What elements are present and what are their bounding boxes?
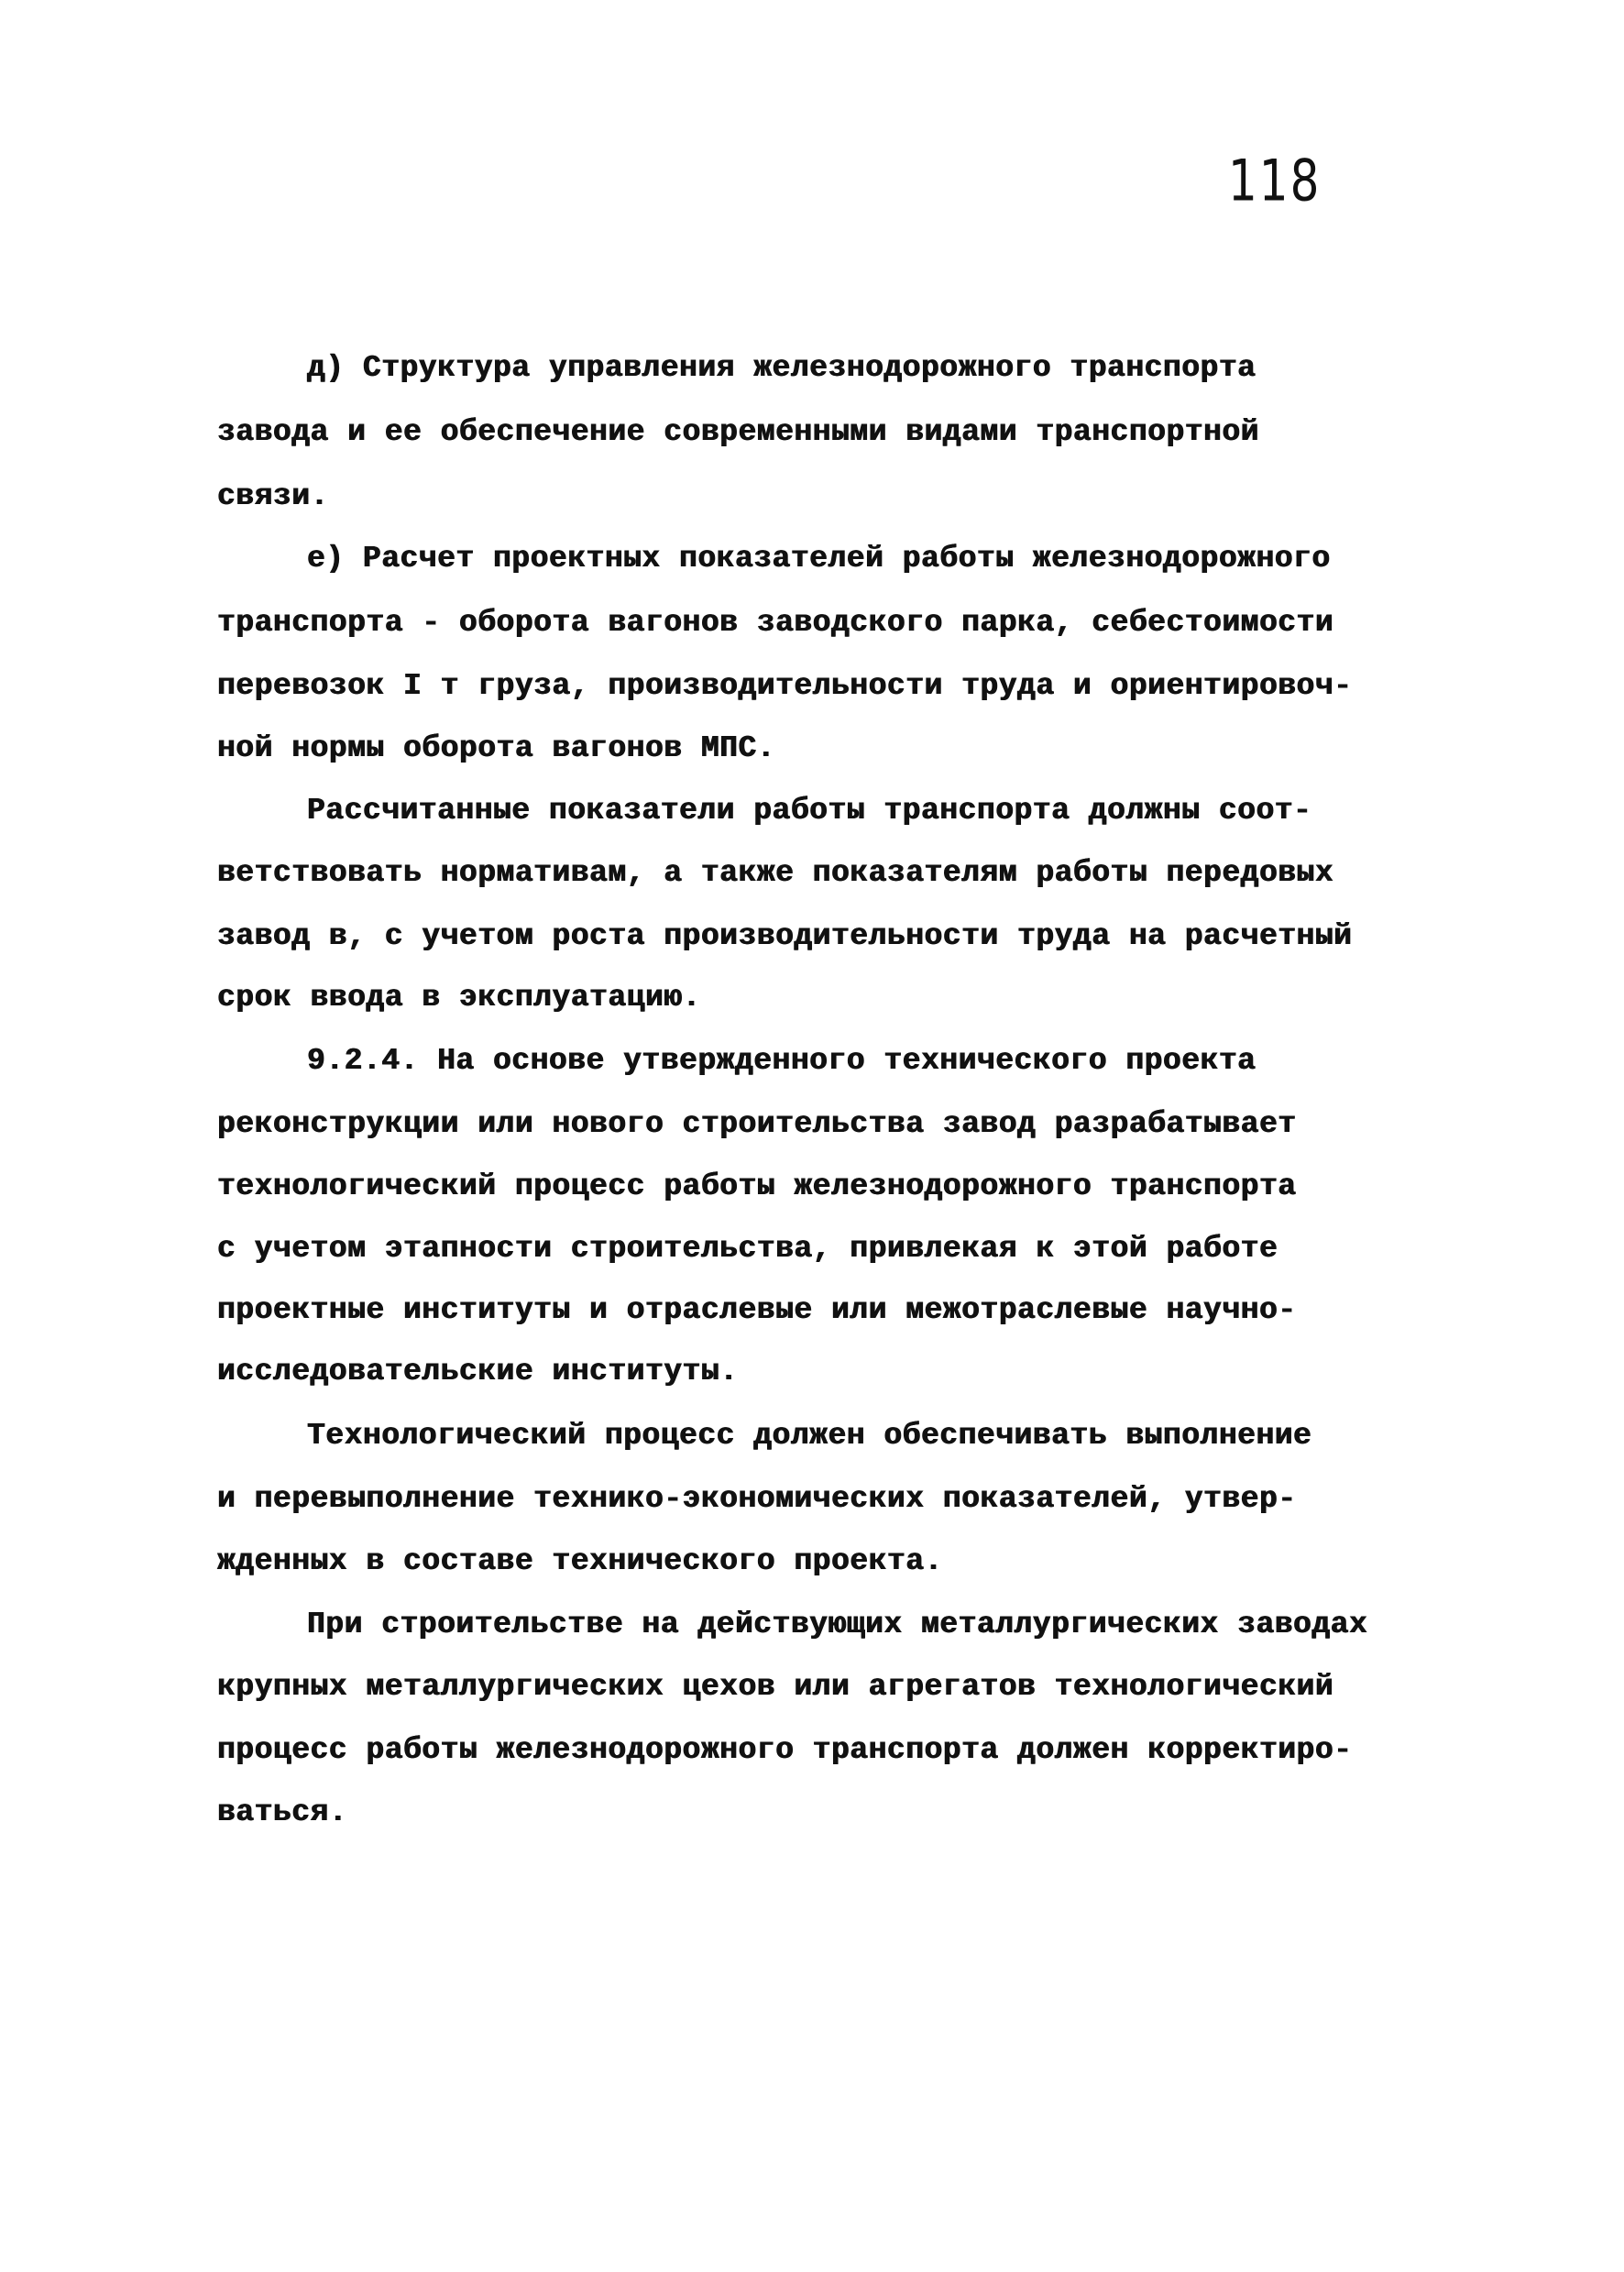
- text-line: связи.: [217, 479, 329, 513]
- text-line: проектные институты и отраслевые или межотраслевые научно-: [217, 1293, 1297, 1327]
- text-line: е) Расчет проектных показателей работы железнодорожного: [307, 542, 1331, 576]
- text-line: Рассчитанные показатели работы транспорта должны соот-: [307, 794, 1312, 828]
- text-line: и перевыполнение технико-экономических показателей, утвер-: [217, 1482, 1297, 1516]
- text-line: Технологический процесс должен обеспечивать выполнение: [307, 1419, 1312, 1453]
- text-line: д) Структура управления железнодорожного транспорта: [307, 351, 1256, 385]
- text-line: жденных в составе технического проекта.: [217, 1544, 943, 1578]
- text-line: ваться.: [217, 1795, 348, 1829]
- text-line: транспорта - оборота вагонов заводского парка, себестоимости: [217, 606, 1334, 640]
- text-line: срок ввода в эксплуатацию.: [217, 981, 701, 1015]
- text-line: процесс работы железнодорожного транспорта должен корректиро-: [217, 1733, 1353, 1767]
- text-line: технологический процесс работы железнодорожного транспорта: [217, 1169, 1297, 1203]
- text-line: завода и ее обеспечение современными видами транспортной: [217, 415, 1259, 449]
- text-line: ной нормы оборота вагонов МПС.: [217, 731, 776, 765]
- text-line: При строительстве на действующих металлургических заводах: [307, 1608, 1368, 1641]
- text-line: 9.2.4. На основе утвержденного технического проекта: [307, 1044, 1256, 1078]
- text-line: крупных металлургических цехов или агрегатов технологический: [217, 1670, 1334, 1704]
- text-line: реконструкции или нового строительства завод разрабатывает: [217, 1107, 1297, 1141]
- page-number: 118: [1228, 147, 1322, 214]
- text-line: завод в, с учетом роста производительности труда на расчетный: [217, 919, 1353, 953]
- text-line: исследовательские институты.: [217, 1355, 739, 1388]
- text-line: с учетом этапности строительства, привлекая к этой работе: [217, 1232, 1278, 1266]
- text-line: ветствовать нормативам, а также показателям работы передовых: [217, 856, 1334, 890]
- text-line: перевозок I т груза, производительности труда и ориентировоч-: [217, 669, 1353, 703]
